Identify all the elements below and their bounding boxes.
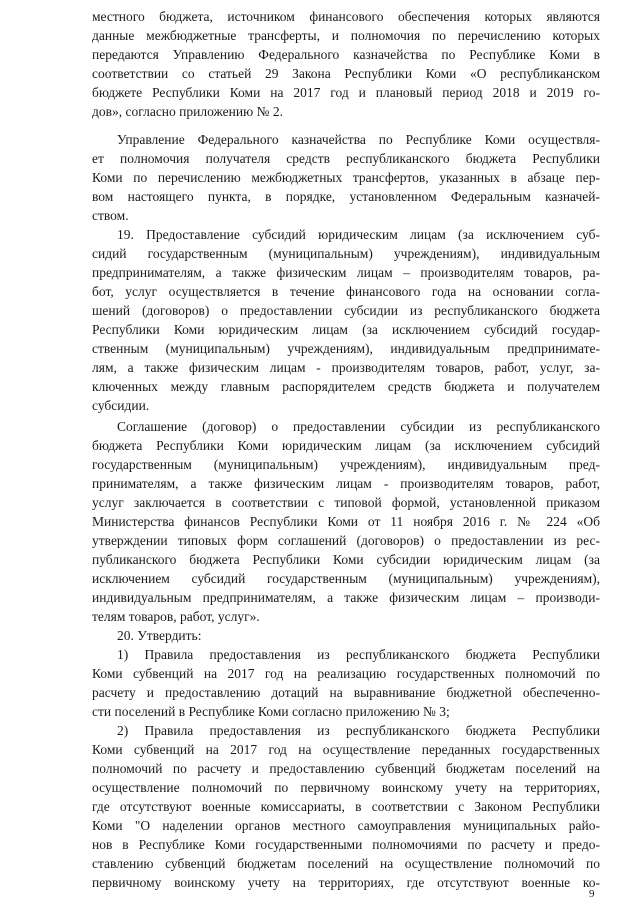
text-line-5: бюджете Республики Коми на 2017 год и плановый период 2018 и 2019 го- bbox=[92, 85, 600, 100]
text-line-1: местного бюджета, источником финансового обеспечения которых являются bbox=[92, 9, 600, 24]
text-line-38: 2) Правила предоставления из республиканского бюджета Республики bbox=[117, 723, 600, 738]
text-line-21: субсидии. bbox=[92, 398, 150, 413]
text-line-46: первичному воинскому учету на территориях, где отсутствуют военные ко- bbox=[92, 875, 600, 890]
page-number: 9 bbox=[589, 888, 595, 900]
text-line-6: дов», согласно приложению № 2. bbox=[92, 104, 283, 119]
text-line-14: предпринимателям, а также физическим лицам – производителям товаров, ра- bbox=[92, 265, 600, 280]
text-line-15: бот, услуг осуществляется в течение финансового года на основании согла- bbox=[92, 284, 600, 299]
text-line-12: 19. Предоставление субсидий юридическим лицам (за исключением суб- bbox=[117, 227, 600, 242]
text-line-27: Министерства финансов Республики Коми от 11 ноября 2016 г. № 224 «Об bbox=[92, 514, 600, 529]
text-line-24: государственным (муниципальным) учреждениям), индивидуальным пред- bbox=[92, 457, 600, 472]
text-line-16: шений (договоров) о предоставлении субсидии из республиканского бюджета bbox=[92, 303, 600, 318]
text-line-11: ством. bbox=[92, 208, 129, 223]
text-line-43: Коми "О наделении органов местного самоуправления муниципальных райо- bbox=[92, 818, 600, 833]
text-line-42: где отсутствуют военные комиссариаты, в соответствии с Законом Республики bbox=[92, 799, 600, 814]
text-line-39: Коми субвенций на 2017 год на осуществление переданных государственных bbox=[92, 742, 600, 757]
text-line-9: Коми по перечислению межбюджетных трансфертов, указанных в абзаце пер- bbox=[92, 170, 600, 185]
text-line-13: сидий государственным (муниципальным) учреждениям), индивидуальным bbox=[92, 246, 600, 261]
text-line-37: сти поселений в Республике Коми согласно приложению № 3; bbox=[92, 704, 450, 719]
text-line-22: Соглашение (договор) о предоставлении субсидии из республиканского bbox=[117, 419, 600, 434]
text-line-20: ключенных между главным распорядителем средств бюджета и получателем bbox=[92, 379, 600, 394]
text-line-7: Управление Федерального казначейства по Республике Коми осуществля- bbox=[117, 132, 600, 147]
text-line-45: ставлению субвенций бюджетам поселений на осуществление полномочий по bbox=[92, 856, 600, 871]
text-line-44: нов в Республике Коми государственными полномочиями по расчету и предо- bbox=[92, 837, 600, 852]
text-line-17: Республики Коми юридическим лицам (за исключением субсидий государ- bbox=[92, 322, 600, 337]
text-line-2: данные межбюджетные трансферты, и полномочия по перечислению которых bbox=[92, 28, 600, 43]
text-line-23: бюджета Республики Коми юридическим лицам (за исключением субсидий bbox=[92, 438, 600, 453]
text-line-8: ет полномочия получателя средств республиканского бюджета Республики bbox=[92, 151, 600, 166]
text-line-18: ственным (муниципальным) учреждениям), индивидуальным предпринимате- bbox=[92, 341, 600, 356]
text-line-30: исключением субсидий государственным (муниципальным) учреждениям), bbox=[92, 571, 600, 586]
text-line-41: осуществление полномочий по первичному воинскому учету на территориях, bbox=[92, 780, 600, 795]
text-line-3: передаются Управлению Федерального казначейства по Республике Коми в bbox=[92, 47, 600, 62]
text-line-40: полномочий по расчету и предоставлению субвенций бюджетам поселений на bbox=[92, 761, 600, 776]
text-line-36: расчету и предоставлению дотаций на выравнивание бюджетной обеспеченно- bbox=[92, 685, 600, 700]
text-line-29: публиканского бюджета Республики Коми субсидии юридическим лицам (за bbox=[92, 552, 600, 567]
text-line-10: вом настоящего пункта, в порядке, установленном Федеральным казначей- bbox=[92, 189, 600, 204]
text-line-34: 1) Правила предоставления из республиканского бюджета Республики bbox=[117, 647, 600, 662]
text-line-26: услуг заключается в соответствии с типовой формой, установленной приказом bbox=[92, 495, 600, 510]
text-line-33: 20. Утвердить: bbox=[117, 628, 202, 643]
text-line-4: соответствии со статьей 29 Закона Республики Коми «О республиканском bbox=[92, 66, 600, 81]
text-line-19: лям, а также физическим лицам - производителям товаров, работ, услуг, за- bbox=[92, 360, 600, 375]
text-line-28: утверждении типовых форм соглашений (договоров) о предоставлении из рес- bbox=[92, 533, 600, 548]
text-line-25: принимателям, а также физическим лицам - производителям товаров, работ, bbox=[92, 476, 600, 491]
text-line-31: индивидуальным предпринимателям, а также физическим лицам – производи- bbox=[92, 590, 600, 605]
text-line-32: телям товаров, работ, услуг». bbox=[92, 609, 260, 624]
text-line-35: Коми субвенций на 2017 год на реализацию государственных полномочий по bbox=[92, 666, 600, 681]
